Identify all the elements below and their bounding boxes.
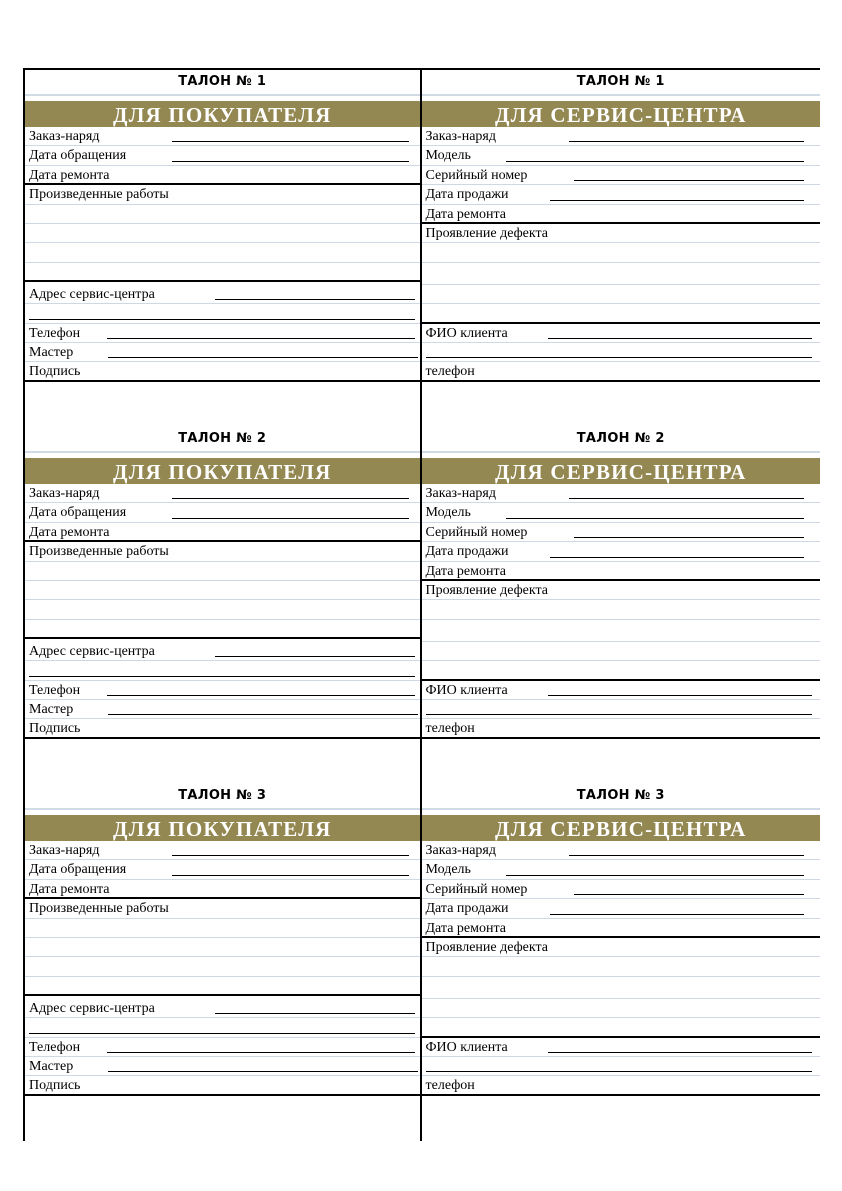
client-input-line[interactable] [548, 1052, 812, 1053]
phone-input-line[interactable] [107, 695, 415, 696]
works-done-label: Произведенные работы [29, 187, 169, 203]
request-date-label: Дата обращения [29, 148, 127, 164]
works-blank-row[interactable] [25, 581, 420, 600]
sale-date-row [422, 542, 821, 561]
repair-date-label: Дата ремонта [29, 524, 110, 540]
order-row [25, 127, 420, 146]
buyer-column [23, 70, 422, 1141]
model-label: Модель [425, 505, 471, 521]
repair-date-row [25, 880, 420, 899]
client-label: ФИО клиента [425, 682, 508, 698]
talon-title: ТАЛОН № 3 [25, 784, 420, 810]
service-order-row [422, 484, 821, 503]
model-row [422, 146, 821, 165]
works-blank-row[interactable] [25, 205, 420, 224]
order-row [25, 841, 420, 860]
serial-label: Серийный номер [425, 881, 528, 897]
defect-blank-row[interactable] [422, 1018, 821, 1037]
serial-row [422, 166, 821, 185]
address-continuation-line[interactable] [29, 319, 415, 320]
defect-blank-row[interactable] [422, 957, 821, 976]
master-row [25, 1057, 420, 1076]
defect-blank-row[interactable] [422, 977, 821, 999]
address-input-line[interactable] [215, 1013, 415, 1014]
sale-date-label: Дата продажи [425, 544, 509, 560]
service-phone-label: телефон [425, 364, 475, 380]
address-row [25, 996, 420, 1018]
phone-input-line[interactable] [107, 1052, 415, 1053]
repair-date-label: Дата ремонта [29, 881, 110, 897]
service-repair-date-row [422, 919, 821, 938]
phone-row [25, 324, 420, 343]
defect-blank-row[interactable] [422, 600, 821, 619]
phone-row [25, 1038, 420, 1057]
address-continuation-line[interactable] [29, 1033, 415, 1034]
client-continuation-line[interactable] [426, 714, 812, 715]
buyer-talon [25, 784, 420, 1141]
serial-input-line[interactable] [574, 537, 804, 538]
serial-row [422, 880, 821, 899]
service-order-row [422, 127, 821, 146]
sale-date-input-line[interactable] [550, 200, 804, 201]
talon-title: ТАЛОН № 1 [25, 70, 420, 96]
signature-label: Подпись [29, 364, 81, 380]
works-blank-row[interactable] [25, 620, 420, 639]
client-row [422, 1038, 821, 1057]
sale-date-label: Дата продажи [425, 187, 509, 203]
order-input-line[interactable] [172, 141, 409, 142]
request-date-label: Дата обращения [29, 862, 127, 878]
master-input-line[interactable] [108, 357, 418, 358]
address-input-line[interactable] [215, 299, 415, 300]
service-phone-label: телефон [425, 1078, 475, 1094]
service-repair-date-row [422, 205, 821, 224]
order-input-line[interactable] [172, 855, 409, 856]
service-order-label: Заказ-наряд [425, 843, 496, 858]
repair-date-row [25, 166, 420, 185]
defect-blank-row[interactable] [422, 642, 821, 661]
buyer-talon [25, 70, 420, 427]
service-order-row [422, 841, 821, 860]
order-label: Заказ-наряд [29, 843, 100, 858]
client-blank-row[interactable] [422, 700, 821, 719]
request-date-row [25, 860, 420, 879]
repair-date-row [25, 523, 420, 542]
service-order-label: Заказ-наряд [425, 129, 496, 144]
talon-title: ТАЛОН № 2 [422, 427, 821, 453]
master-input-line[interactable] [108, 1071, 418, 1072]
sale-date-input-line[interactable] [550, 914, 804, 915]
signature-label: Подпись [29, 1078, 81, 1094]
defect-blank-row[interactable] [422, 304, 821, 323]
works-done-row [25, 185, 420, 204]
request-date-input-line[interactable] [172, 875, 409, 876]
client-label: ФИО клиента [425, 325, 508, 341]
address-continuation-line[interactable] [29, 676, 415, 677]
service-order-input-line[interactable] [569, 855, 804, 856]
sale-date-row [422, 185, 821, 204]
service-talon [422, 427, 821, 784]
works-done-row [25, 899, 420, 918]
request-date-row [25, 146, 420, 165]
service-order-input-line[interactable] [569, 141, 804, 142]
model-input-line[interactable] [506, 161, 804, 162]
service-talon [422, 70, 821, 427]
address-row [25, 639, 420, 661]
model-row [422, 503, 821, 522]
client-blank-row[interactable] [422, 343, 821, 362]
service-repair-date-label: Дата ремонта [425, 563, 506, 579]
request-date-input-line[interactable] [172, 518, 409, 519]
phone-label: Телефон [29, 682, 81, 698]
service-phone-label: телефон [425, 721, 475, 737]
phone-input-line[interactable] [107, 338, 415, 339]
works-blank-row[interactable] [25, 938, 420, 957]
talon-title: ТАЛОН № 3 [422, 784, 821, 810]
service-order-input-line[interactable] [569, 498, 804, 499]
model-input-line[interactable] [506, 518, 804, 519]
service-talon [422, 784, 821, 1141]
defect-row [422, 581, 821, 600]
address-blank-row[interactable] [25, 661, 420, 680]
works-done-label: Произведенные работы [29, 901, 169, 917]
address-blank-row[interactable] [25, 1018, 420, 1037]
serial-row [422, 523, 821, 542]
master-label: Мастер [29, 344, 74, 360]
service-phone-row [422, 719, 821, 738]
request-date-label: Дата обращения [29, 505, 127, 521]
buyer-header: ДЛЯ ПОКУПАТЕЛЯ [25, 101, 420, 127]
address-label: Адрес сервис-центра [29, 644, 155, 660]
service-header: ДЛЯ СЕРВИС-ЦЕНТРА [422, 101, 821, 127]
warranty-coupon-sheet [23, 68, 820, 1141]
address-row [25, 282, 420, 304]
model-label: Модель [425, 862, 471, 878]
defect-blank-row[interactable] [422, 620, 821, 642]
service-header: ДЛЯ СЕРВИС-ЦЕНТРА [422, 815, 821, 841]
service-header: ДЛЯ СЕРВИС-ЦЕНТРА [422, 458, 821, 484]
service-repair-date-label: Дата ремонта [425, 206, 506, 222]
request-date-row [25, 503, 420, 522]
buyer-talon [25, 427, 420, 784]
sale-date-row [422, 899, 821, 918]
address-label: Адрес сервис-центра [29, 287, 155, 303]
order-input-line[interactable] [172, 498, 409, 499]
model-row [422, 860, 821, 879]
model-input-line[interactable] [506, 875, 804, 876]
works-done-label: Произведенные работы [29, 544, 169, 560]
address-label: Адрес сервис-центра [29, 1001, 155, 1017]
works-blank-row[interactable] [25, 977, 420, 996]
address-blank-row[interactable] [25, 304, 420, 323]
works-blank-row[interactable] [25, 263, 420, 282]
buyer-header: ДЛЯ ПОКУПАТЕЛЯ [25, 458, 420, 484]
client-input-line[interactable] [548, 338, 812, 339]
client-continuation-line[interactable] [426, 1071, 812, 1072]
talon-title: ТАЛОН № 1 [422, 70, 821, 96]
client-blank-row[interactable] [422, 1057, 821, 1076]
order-label: Заказ-наряд [29, 486, 100, 501]
phone-label: Телефон [29, 325, 81, 341]
defect-row [422, 938, 821, 957]
master-input-line[interactable] [108, 714, 418, 715]
works-blank-row[interactable] [25, 919, 420, 938]
defect-label: Проявление дефекта [425, 939, 549, 955]
defect-row [422, 224, 821, 243]
serial-input-line[interactable] [574, 894, 804, 895]
master-row [25, 700, 420, 719]
signature-row [25, 719, 420, 738]
client-continuation-line[interactable] [426, 357, 812, 358]
address-input-line[interactable] [215, 656, 415, 657]
order-row [25, 484, 420, 503]
service-column [422, 70, 821, 1141]
works-blank-row[interactable] [25, 243, 420, 262]
signature-label: Подпись [29, 721, 81, 737]
service-phone-row [422, 1076, 821, 1095]
order-label: Заказ-наряд [29, 129, 100, 144]
works-blank-row[interactable] [25, 562, 420, 581]
works-blank-row[interactable] [25, 224, 420, 243]
defect-label: Проявление дефекта [425, 225, 549, 241]
phone-label: Телефон [29, 1039, 81, 1055]
defect-blank-row[interactable] [422, 661, 821, 680]
client-row [422, 681, 821, 700]
talon-title: ТАЛОН № 2 [25, 427, 420, 453]
phone-row [25, 681, 420, 700]
signature-row [25, 1076, 420, 1095]
service-repair-date-label: Дата ремонта [425, 920, 506, 936]
model-label: Модель [425, 148, 471, 164]
client-label: ФИО клиента [425, 1039, 508, 1055]
master-label: Мастер [29, 1058, 74, 1074]
client-row [422, 324, 821, 343]
signature-row [25, 362, 420, 381]
service-order-label: Заказ-наряд [425, 486, 496, 501]
master-row [25, 343, 420, 362]
defect-blank-row[interactable] [422, 243, 821, 262]
works-blank-row[interactable] [25, 957, 420, 976]
defect-blank-row[interactable] [422, 285, 821, 304]
request-date-input-line[interactable] [172, 161, 409, 162]
serial-label: Серийный номер [425, 524, 528, 540]
service-phone-row [422, 362, 821, 381]
master-label: Мастер [29, 701, 74, 717]
works-blank-row[interactable] [25, 600, 420, 619]
sale-date-input-line[interactable] [550, 557, 804, 558]
serial-label: Серийный номер [425, 167, 528, 183]
defect-blank-row[interactable] [422, 999, 821, 1018]
sale-date-label: Дата продажи [425, 901, 509, 917]
buyer-header: ДЛЯ ПОКУПАТЕЛЯ [25, 815, 420, 841]
works-done-row [25, 542, 420, 561]
serial-input-line[interactable] [574, 180, 804, 181]
defect-label: Проявление дефекта [425, 582, 549, 598]
client-input-line[interactable] [548, 695, 812, 696]
service-repair-date-row [422, 562, 821, 581]
repair-date-label: Дата ремонта [29, 167, 110, 183]
defect-blank-row[interactable] [422, 263, 821, 285]
